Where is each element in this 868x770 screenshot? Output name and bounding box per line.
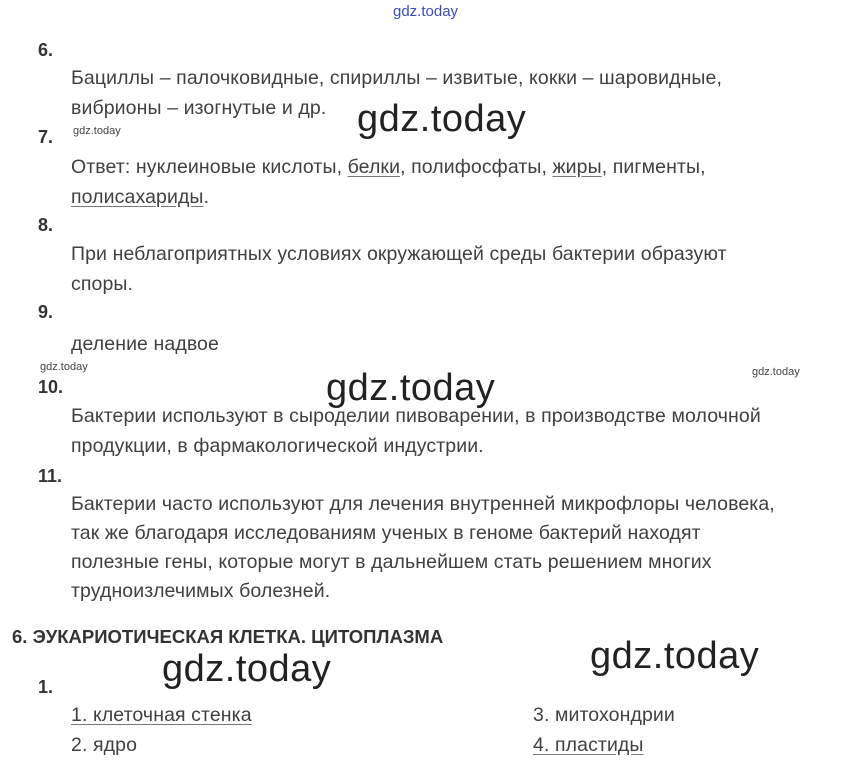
underlined-answer: 1. клеточная стенка	[71, 704, 252, 726]
answer-line: трудноизлечимых болезней.	[71, 580, 331, 602]
underlined-answer: 4. пластиды	[533, 734, 644, 756]
answer-line: деление надвое	[71, 333, 219, 355]
answer-line: споры.	[71, 273, 134, 295]
question-number: 11.	[38, 466, 63, 486]
answer-line	[71, 704, 252, 727]
answer-line	[533, 734, 644, 757]
answer-text: .	[203, 186, 210, 208]
underlined-answer: белки	[347, 156, 401, 178]
answer-line: 2. ядро	[71, 734, 138, 756]
watermark-large: gdz.today	[162, 648, 332, 690]
underlined-answer: жиры	[552, 156, 602, 178]
watermark-large: gdz.today	[590, 635, 760, 677]
answer-line: продукции, в фармакологической индустрии.	[71, 435, 484, 457]
watermark-small: gdz.today	[73, 125, 121, 137]
watermark-small: gdz.today	[40, 361, 88, 373]
answer-line	[71, 156, 706, 179]
answer-line: полезные гены, которые могут в дальнейшем стать решением многих	[71, 551, 712, 573]
watermark-large: gdz.today	[326, 367, 496, 409]
question-number: 1.	[38, 677, 54, 697]
question-number: 9.	[38, 302, 54, 322]
answer-line: вибрионы – изогнутые и др.	[71, 97, 327, 119]
answer-line: Бактерии часто используют для лечения внутренней микрофлоры человека,	[71, 493, 775, 515]
answer-text: Ответ: нуклеиновые кислоты,	[71, 156, 348, 178]
question-number: 7.	[38, 127, 54, 147]
answer-line: Бациллы – палочковидные, спириллы – извитые, кокки – шаровидные,	[71, 67, 723, 89]
answer-line: так же благодаря исследованиям ученых в геноме бактерий находят	[71, 522, 701, 544]
watermark-top: gdz.today	[393, 3, 459, 20]
watermark-small: gdz.today	[752, 366, 800, 378]
answer-text: , пигменты,	[601, 156, 706, 178]
answer-line: 3. митохондрии	[533, 704, 675, 726]
watermark-large: gdz.today	[357, 98, 527, 140]
answer-line: При неблагоприятных условиях окружающей среды бактерии образуют	[71, 243, 727, 265]
answer-line: Бактерии используют в сыроделии пивоварении, в производстве молочной	[71, 405, 761, 427]
question-number: 10.	[38, 377, 64, 397]
section-title: 6. ЭУКАРИОТИЧЕСКАЯ КЛЕТКА. ЦИТОПЛАЗМА	[12, 626, 444, 647]
question-number: 8.	[38, 215, 54, 235]
answer-line	[71, 186, 209, 209]
underlined-answer: полисахариды	[71, 186, 204, 208]
question-number: 6.	[38, 40, 54, 60]
answer-text: , полифосфаты,	[400, 156, 553, 178]
